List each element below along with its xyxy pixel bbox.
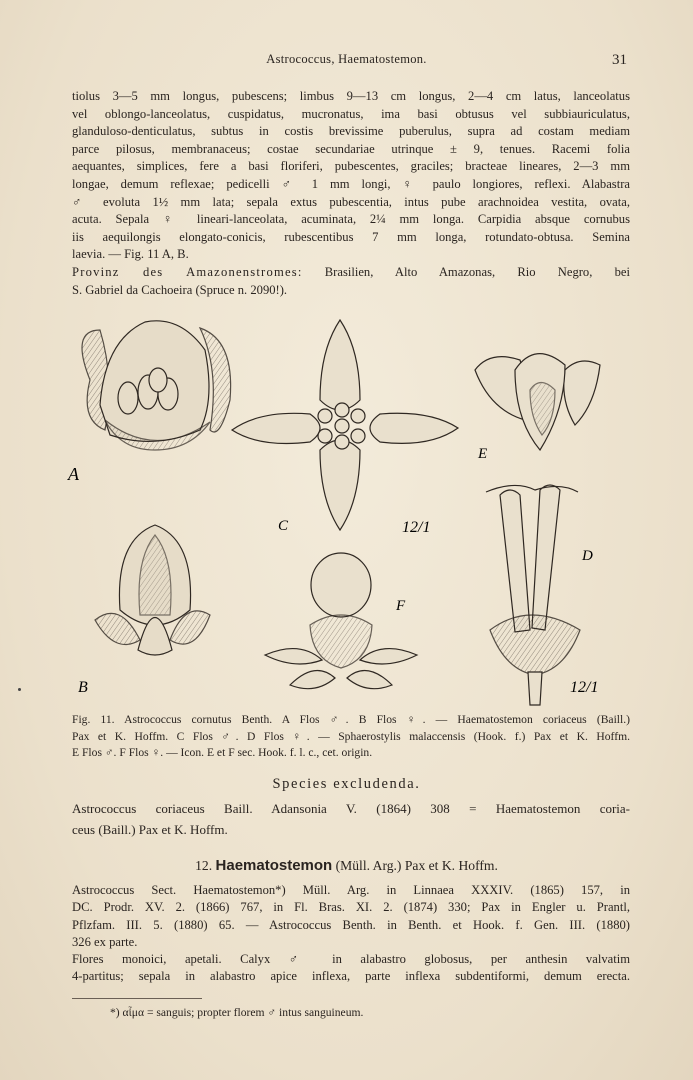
- genus-text: [72, 882, 630, 986]
- text-line: longae, demum reflexae; pedicelli ♂ 1 mm longi, ♀ paulo longiores, reflexi. Alabastra: [72, 176, 630, 191]
- text-line: tiolus 3—5 mm longus, pubescens; limbus 9—13 cm longus, 2—4 cm latus, lanceolatus: [72, 89, 630, 103]
- figure-f-flower: [265, 553, 417, 689]
- caption-line: Fig. 11. Astrococcus cornutus Benth. A Flos ♂. B Flos ♀. — Haematostemon coriaceus (Baill.): [72, 713, 630, 726]
- figure-label-f: F: [396, 598, 406, 614]
- botanical-figure: [60, 310, 640, 710]
- figure-e-flower: [475, 354, 600, 450]
- page-header: [0, 52, 693, 72]
- text-line: glanduloso-denticulatus, subtus in costis brevissime puberulus, supra ad costam mediam: [72, 124, 630, 139]
- text-line: ♂ evoluta 1½ mm lata; sepala extus pubescentia, intus pube arachnoidea vestita, ovata,: [72, 194, 630, 209]
- genus-line: 326 ex parte.: [72, 934, 138, 949]
- genus-authority: (Müll. Arg.) Pax et K. Hoffm.: [335, 858, 498, 873]
- figure-label-a: A: [68, 464, 79, 484]
- genus-number: 12.: [195, 858, 213, 873]
- text-line: vel oblongo-lanceolatus, cuspidatus, mucronatus, ima basi obtusus vel subbiauriculatus,: [72, 106, 630, 121]
- excluded-species: [72, 798, 630, 840]
- figure-b-flower: [95, 525, 210, 655]
- description-text: [72, 88, 630, 299]
- running-head: Astrococcus, Haematostemon.: [266, 52, 427, 66]
- footnote-rule: [72, 998, 202, 999]
- scale-label-1: 12/1: [402, 519, 431, 536]
- figure-label-b: B: [78, 679, 88, 696]
- text-line: parce pilosus, membranaceus; costae secundariae utrinque ± 9, tenues. Racemi folia: [72, 141, 630, 156]
- genus-line: DC. Prodr. XV. 2. (1866) 767, in Fl. Bras. XI. 2. (1874) 330; Pax in Engler u. Prantl,: [72, 900, 630, 915]
- text-line: iis aequilongis elongato-conicis, rubescentibus 7 mm longa, rotundato-obtusa. Semina: [72, 229, 630, 244]
- distribution-region: Provinz des Amazonenstromes:: [72, 264, 303, 279]
- caption-line: Pax et K. Hoffm. C Flos ♂. D Flos ♀. — Sphaerostylis malaccensis (Hook. f.) Pax et K. Hoffm.: [72, 729, 630, 743]
- caption-line: E Flos ♂. F Flos ♀. — Icon. E et F sec. Hook. f. l. c., cet. origin.: [72, 746, 373, 759]
- figure-illustration: [60, 310, 640, 710]
- genus-line: Astrococcus Sect. Haematostemon*) Müll. Arg. in Linnaea XXXIV. (1865) 157, in: [72, 883, 630, 897]
- genus-line: 4-partitus; sepala in alabastro apice inflexa, parte inflexa subdentiformi, demum erecta.: [72, 969, 630, 984]
- footnote: *) αἷμα = sanguis; propter florem ♂ intus sanguineum.: [110, 1006, 364, 1019]
- speck: [18, 688, 21, 691]
- scale-label-2: 12/1: [570, 679, 599, 696]
- figure-d-flower: [486, 485, 580, 705]
- figure-c-flower: [232, 320, 458, 530]
- genus-line: Flores monoici, apetali. Calyx ♂ in alabastro globosus, per anthesin valvatim: [72, 952, 630, 967]
- figure-label-c: C: [278, 518, 289, 534]
- text-line: acuta. Sepala ♀ lineari-lanceolata, acuminata, 2¼ mm longa. Carpidia absque cornubus: [72, 212, 630, 227]
- figure-label-d: D: [582, 548, 593, 564]
- genus-line: Pflzfam. III. 5. (1880) 65. — Astrococcus Benth. in Benth. et Hook. f. Gen. III. (1880): [72, 917, 630, 932]
- genus-heading: [0, 857, 693, 874]
- distribution-line-2: S. Gabriel da Cachoeira (Spruce n. 2090!).: [72, 282, 288, 297]
- text-line: laevia. — Fig. 11 A, B.: [72, 247, 189, 262]
- excluded-line: Astrococcus coriaceus Baill. Adansonia V. (1864) 308 = Haematostemon coria-: [72, 801, 630, 816]
- figure-label-e: E: [478, 446, 488, 462]
- figure-caption: [72, 712, 630, 762]
- page-number: 31: [612, 52, 627, 68]
- excluded-line: ceus (Baill.) Pax et K. Hoffm.: [72, 822, 228, 837]
- distribution-text: Brasilien, Alto Amazonas, Rio Negro, bei: [324, 264, 630, 279]
- genus-name: Haematostemon: [215, 857, 333, 874]
- text-line: aequantes, simplices, fere a basi floriferi, pubescentes, graciles; bracteae lineares, 2—3 mm: [72, 159, 630, 174]
- section-title: Species excludenda.: [272, 776, 421, 792]
- figure-a-flower: [82, 321, 231, 450]
- distribution-line: [72, 264, 630, 282]
